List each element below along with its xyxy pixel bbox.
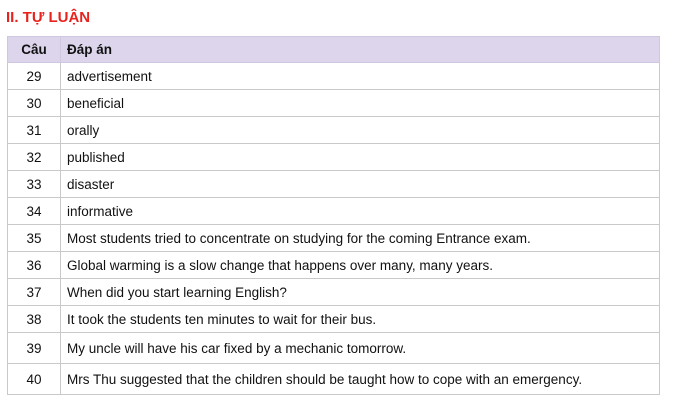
question-number: 32 (8, 144, 61, 171)
answer-text: disaster (61, 171, 660, 198)
question-number: 34 (8, 198, 61, 225)
question-number: 36 (8, 252, 61, 279)
answer-text: My uncle will have his car fixed by a mechanic tomorrow. (61, 333, 660, 364)
table-row (8, 252, 660, 279)
answer-table (7, 36, 660, 395)
answer-text: informative (61, 198, 660, 225)
question-number: 29 (8, 63, 61, 90)
question-number: 37 (8, 279, 61, 306)
column-header-answer: Đáp án (61, 37, 660, 63)
section-title: II. TỰ LUẬN (6, 9, 91, 26)
table-row (8, 90, 660, 117)
answer-text: Global warming is a slow change that happens over many, many years. (61, 252, 660, 279)
answer-text: It took the students ten minutes to wait for their bus. (61, 306, 660, 333)
table-row (8, 198, 660, 225)
table-row (8, 144, 660, 171)
question-number: 39 (8, 333, 61, 364)
question-number: 30 (8, 90, 61, 117)
table-header-row (8, 37, 660, 63)
answer-text: Most students tried to concentrate on studying for the coming Entrance exam. (61, 225, 660, 252)
table-row (8, 306, 660, 333)
table-row (8, 279, 660, 306)
question-number: 35 (8, 225, 61, 252)
answer-text: When did you start learning English? (61, 279, 660, 306)
answer-text: advertisement (61, 63, 660, 90)
question-number: 33 (8, 171, 61, 198)
answer-text: published (61, 144, 660, 171)
table-row (8, 333, 660, 364)
table-row (8, 117, 660, 144)
table-row (8, 171, 660, 198)
question-number: 31 (8, 117, 61, 144)
answer-text: orally (61, 117, 660, 144)
table-row (8, 225, 660, 252)
answer-text: Mrs Thu suggested that the children should be taught how to cope with an emergency. (61, 364, 660, 395)
table-row (8, 63, 660, 90)
column-header-number: Câu (8, 37, 61, 63)
question-number: 40 (8, 364, 61, 395)
question-number: 38 (8, 306, 61, 333)
table-row (8, 364, 660, 395)
answer-text: beneficial (61, 90, 660, 117)
